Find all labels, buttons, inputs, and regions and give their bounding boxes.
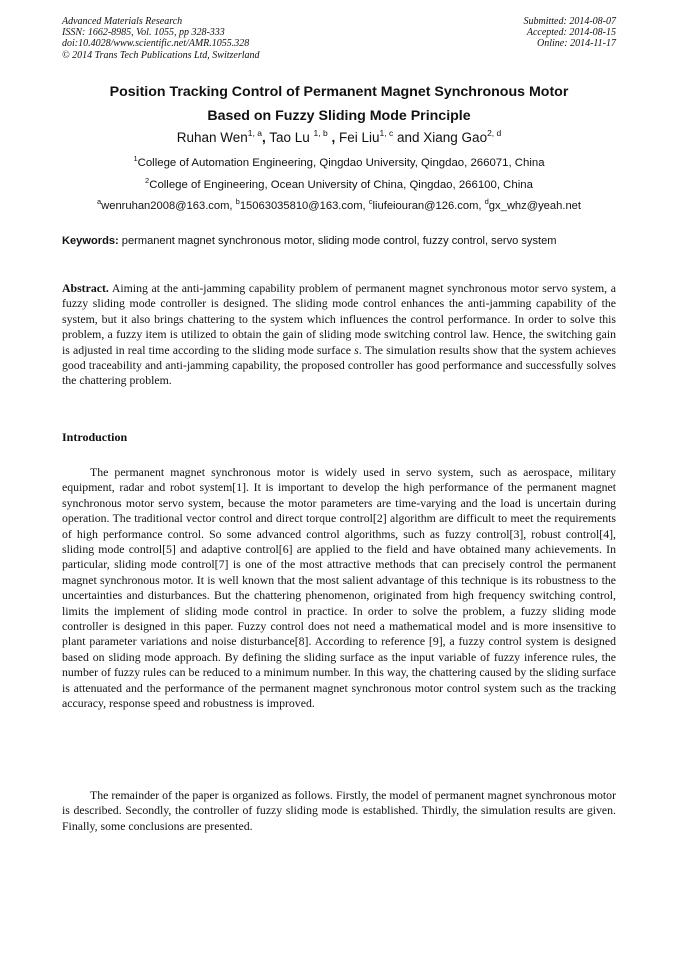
- dates-header: [524, 16, 617, 50]
- author-list: [62, 129, 616, 147]
- abstract: [62, 281, 616, 389]
- intro-paragraph-2: The remainder of the paper is organized as follows. Firstly, the model of permanent magnet synchronous motor is described. Secondly, the controller of fuzzy sliding mode is established. Thirdly, the simulation results are given. Finally, some conclusions are presented.: [62, 788, 616, 833]
- email-address: gx_whz@yeah.net: [488, 200, 582, 212]
- journal-name: Advanced Materials Research: [62, 16, 183, 27]
- email-address: liufeiouran@126.com,: [372, 200, 485, 212]
- email-address: wenruhan2008@163.com,: [101, 200, 236, 212]
- email-mark: c: [368, 197, 373, 206]
- author-affiliation-mark: 1, c: [379, 128, 394, 138]
- affiliation-1: [62, 156, 616, 170]
- affiliation-text: College of Engineering, Ocean University of China, Qingdao, 266100, China: [149, 179, 533, 191]
- author-affiliation-mark: 1, a: [247, 128, 262, 138]
- affiliation-text: College of Automation Engineering, Qingdao University, Qingdao, 266071, China: [137, 157, 545, 169]
- author-name: Tao Lu: [269, 130, 314, 145]
- author-separator: ,: [261, 130, 266, 145]
- author-affiliation-mark: 2, d: [487, 128, 502, 138]
- email-mark: a: [96, 197, 102, 206]
- abstract-text-after: . The simulation results show that the system achieves good traceability and anti-jamming capability, the proposed controller has good performance and successfully solves the chattering problem.: [62, 342, 616, 388]
- affiliation-number: 2: [145, 176, 150, 185]
- author-name: Xiang Gao: [423, 130, 488, 145]
- title-line-2: Based on Fuzzy Sliding Mode Principle: [207, 108, 471, 124]
- copyright-line: © 2014 Trans Tech Publications Ltd, Switzerland: [62, 49, 260, 61]
- doi-line: doi:10.4028/www.scientific.net/AMR.1055.328: [62, 38, 250, 50]
- email-address: 15063035810@163.com,: [239, 200, 369, 212]
- keywords-label: Keywords:: [62, 235, 119, 247]
- author-name: Fei Liu: [339, 130, 380, 145]
- accepted-date: Accepted: 2014-08-15: [526, 27, 616, 39]
- author-emails: [62, 199, 616, 213]
- abstract-label: Abstract.: [62, 281, 109, 295]
- affiliation-2: [62, 178, 616, 192]
- author-affiliation-mark: 1, b: [313, 128, 328, 138]
- section-heading-introduction: Introduction: [62, 430, 128, 444]
- online-date: Online: 2014-11-17: [537, 38, 616, 50]
- abstract-symbol: s: [354, 342, 359, 357]
- journal-header: [62, 16, 260, 61]
- author-separator: ,: [331, 130, 336, 145]
- issn-line: ISSN: 1662-8985, Vol. 1055, pp 328-333: [62, 27, 225, 39]
- paper-title: [62, 80, 616, 128]
- email-mark: b: [235, 197, 240, 206]
- email-mark: d: [484, 197, 489, 206]
- title-line-1: Position Tracking Control of Permanent Magnet Synchronous Motor: [109, 84, 569, 100]
- abstract-text-before: Aiming at the anti-jamming capability problem of permanent magnet synchronous motor servo system, a fuzzy sliding mode controller is designed. The sliding mode control enhances the anti-jamming capability of the system, but it also brings chattering to the system which influences the control performance. In order to solve this problem, a fuzzy item is utilized to obtain the gain of sliding mode switching control law. Hence, the switching gain is adjusted in real time according to the sliding mode surface: [62, 281, 616, 357]
- keywords-text: permanent magnet synchronous motor, sliding mode control, fuzzy control, servo system: [118, 235, 557, 247]
- submitted-date: Submitted: 2014-08-07: [523, 16, 616, 27]
- author-and: and: [393, 130, 424, 145]
- intro-paragraph-1: The permanent magnet synchronous motor is widely used in servo system, such as aerospace, military equipment, radar and robot system[1]. It is important to develop the high performance of the permanent magnet synchronous motor servo system, because the motor parameters are time-varying and the load is uncertain during operation. The traditional vector control and direct torque control[2] algorithm are difficult to meet the requirements of high performance control. So some advanced control algorithms, such as fuzzy control[3], robust control[4], sliding mode control[5] and adaptive control[6] are applied to the field and have obtained many achievements. In particular, sliding mode control[7] is one of the most attractive methods that can precisely control the permanent magnet synchronous motor. It is well known that the most salient advantage of this technique is its robustness to the uncertainties and disturbances. But the chattering phenomenon, originated from high frequency switching control, limits the implement of sliding mode control in practice. In order to solve the problem, a fuzzy sliding mode controller is designed in this paper. Fuzzy control does not need a mathematical model and is more insensitive to plant parameter variations and noise disturbance[8]. According to reference [9], a fuzzy control system is designed based on sliding mode approach. By defining the sliding surface as the input variable of fuzzy inference rules, the number of fuzzy rules can be reduced to a minimum number. In this way, the chattering caused by the sliding surface is attenuated and the performance of the permanent magnet synchronous motor control system such as the tracking accuracy, response speed and robustness is improved.: [62, 465, 616, 711]
- keywords: [62, 234, 616, 248]
- author-name: Ruhan Wen: [176, 130, 248, 145]
- affiliation-number: 1: [133, 154, 138, 163]
